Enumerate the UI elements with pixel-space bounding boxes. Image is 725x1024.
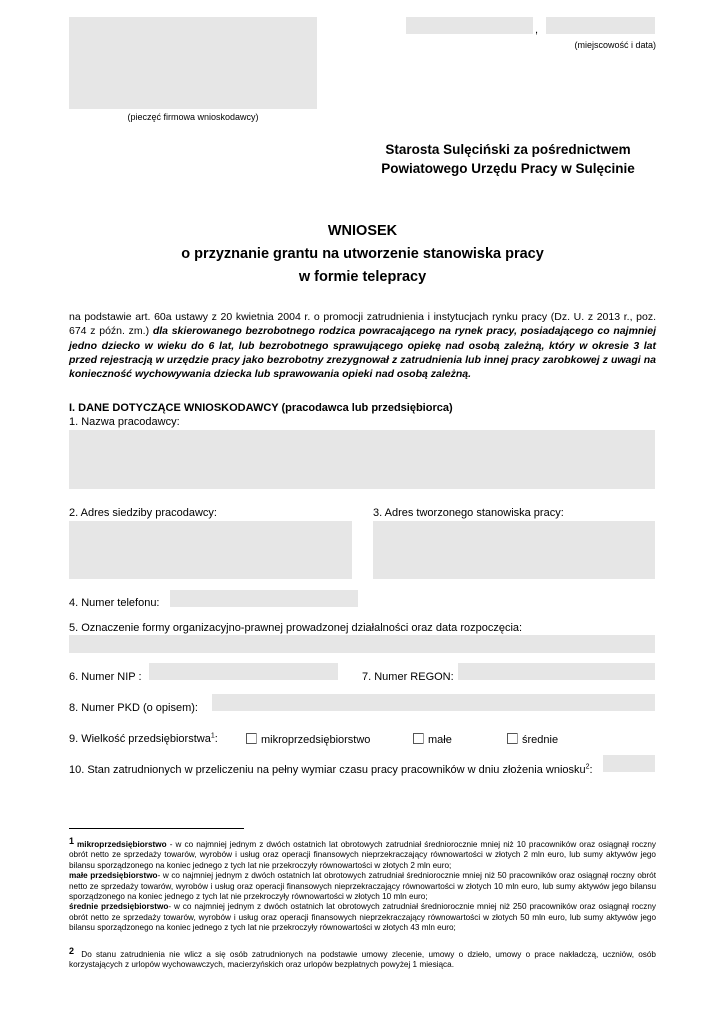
footnote-micro-text: - w co najmniej jednym z dwóch ostatnich lat obrotowych zatrudniał średniorocznie mniej niż 10 pracowników oraz osiągnął roczny obrót netto ze sprzedaży towarów, wyrobów i usług oraz operacji finansowych nieprzekraczający równowartości w złotych 2 mln euro, lub sumy aktywów jego bilansu sporządzonego na koniec jednego z tych lat nie przekroczyły równowartości w złotych 2 mln euro;	[69, 840, 656, 870]
footnote-medium-term: średnie przedsiębiorstwo	[69, 902, 169, 912]
footnote-micro-term: mikroprzedsiębiorstwo	[77, 840, 167, 849]
company-stamp-field[interactable]	[69, 17, 317, 109]
document-subtitle-1: o przyznanie grantu na utworzenie stanowiska pracy	[181, 246, 544, 262]
question-9-text: 9. Wielkość przedsiębiorstwa	[69, 733, 211, 745]
small-checkbox[interactable]	[413, 733, 424, 744]
employer-name-field[interactable]	[69, 430, 655, 489]
option-medium-label: średnie	[522, 734, 559, 746]
footnote-1-mark: 1	[69, 836, 75, 846]
document-title: WNIOSEK	[327, 223, 398, 239]
employer-address-field[interactable]	[69, 521, 352, 579]
question-9-label	[69, 733, 218, 746]
place-date-caption: (miejscowość i data)	[574, 40, 656, 50]
workplace-address-field[interactable]	[373, 521, 655, 579]
question-9-colon: :	[214, 733, 218, 745]
place-field[interactable]	[406, 17, 533, 34]
option-micro[interactable]	[246, 733, 370, 747]
date-field[interactable]	[546, 17, 655, 34]
option-medium[interactable]	[507, 733, 558, 747]
place-date-comma: ,	[535, 24, 539, 36]
document-subtitle-2: w formie telepracy	[298, 269, 427, 285]
footnote-small-term: małe przedsiębiorstwo	[69, 871, 158, 881]
question-10-text: 10. Stan zatrudnionych w przeliczeniu na pełny wymiar czasu pracy pracowników w dniu złożenia wniosku	[69, 764, 586, 776]
question-2-label: 2. Adres siedziby pracodawcy:	[69, 507, 217, 519]
pkd-field[interactable]	[212, 694, 655, 711]
footnote-2-text: Do stanu zatrudnienia nie wlicz a się osób zatrudnionych na podstawie umowy zlecenie, umowy o dzieło, umowy o prace nakładczą, uczniów, osób korzystających z urlopów wychowawczych, macierzyńskich oraz urlopów bezpłatnych powyżej 1 miesiąca.	[69, 950, 656, 970]
legal-basis-paragraph	[69, 310, 656, 381]
employment-count-field[interactable]	[603, 755, 655, 772]
legal-basis-text: na podstawie art. 60a ustawy z 20 kwietnia 2004 r. o promocji zatrudnienia i instytucjach rynku pracy (Dz. U. z 2013 r., poz. 674 z późn. zm.)	[69, 311, 656, 338]
question-6-label: 6. Numer NIP :	[69, 671, 142, 683]
footnote-2-mark: 2	[69, 946, 75, 956]
question-8-label: 8. Numer PKD (o opisem):	[69, 702, 198, 714]
option-small[interactable]	[413, 733, 452, 747]
addressee-line-2: Powiatowego Urzędu Pracy w Sulęcinie	[381, 161, 635, 176]
footnote-ref-1: 1	[210, 732, 215, 740]
medium-checkbox[interactable]	[507, 733, 518, 744]
question-1-label: 1. Nazwa pracodawcy:	[69, 416, 180, 428]
option-small-label: małe	[428, 734, 452, 746]
footnote-divider	[69, 828, 244, 829]
regon-field[interactable]	[458, 663, 655, 680]
question-10-label	[69, 764, 593, 777]
footnote-small-text: - w co najmniej jednym z dwóch ostatnich lat obrotowych zatrudniał średniorocznie mniej niż 50 pracowników oraz osiągnął roczny obrót netto ze sprzedaży towarów, wyrobów i usług oraz operacji finansowych nieprzekraczający równowartości w złotych 10 mln euro, lub sumy aktywów jego bilansu sporządzonego na koniec jednego z tych lat nie przekroczyły równowartości w złotych 10 mln euro;	[69, 871, 656, 902]
question-3-label: 3. Adres tworzonego stanowiska pracy:	[373, 507, 564, 519]
footnote-1	[69, 836, 656, 934]
question-7-label: 7. Numer REGON:	[362, 671, 454, 683]
question-5-label: 5. Oznaczenie formy organizacyjno-prawnej prowadzonej działalności oraz data rozpoczęcia:	[69, 622, 523, 634]
footnote-ref-2: 2	[585, 763, 590, 771]
footnote-medium-text: - w co najmniej jednym z dwóch ostatnich lat obrotowych zatrudniał średniorocznie mniej niż 250 pracowników oraz osiągnął roczny obrót netto ze sprzedaży towarów, wyrobów i usług oraz operacji finansowych nieprzekraczający równowartości w złotych 50 mln euro, lub sumy aktywów jego bilansu sporządzonego na koniec jednego z tych lat nie przekroczyły równowartości w złotych 43 mln euro;	[69, 902, 656, 933]
phone-number-field[interactable]	[170, 590, 358, 607]
addressee-line-1: Starosta Sulęciński za pośrednictwem	[385, 142, 631, 157]
option-micro-label: mikroprzedsiębiorstwo	[261, 734, 371, 746]
footnote-2	[69, 946, 656, 971]
section-1-heading: I. DANE DOTYCZĄCE WNIOSKODAWCY (pracodawca lub przedsiębiorca)	[69, 402, 453, 414]
target-group-text: dla skierowanego bezrobotnego rodzica powracającego na rynek pracy, posiadającego co najmniej jedno dziecko w wieku do 6 lat, lub bezrobotnego sprawującego opiekę nad osobą zależną, który w okresie 3 lat przed rejestracją w urzędzie pracy jako bezrobotny zrezygnował z zatrudnienia lub innej pracy zarobkowej z uwagi na konieczność wychowywania dziecka lub sprawowania opieki nad osobą zależną.	[69, 325, 656, 381]
question-4-label: 4. Numer telefonu:	[69, 597, 160, 609]
question-10-colon: :	[589, 764, 593, 776]
company-stamp-caption: (pieczęć firmowa wnioskodawcy)	[127, 112, 259, 122]
micro-checkbox[interactable]	[246, 733, 257, 744]
nip-field[interactable]	[149, 663, 338, 680]
legal-form-field[interactable]	[69, 635, 655, 653]
